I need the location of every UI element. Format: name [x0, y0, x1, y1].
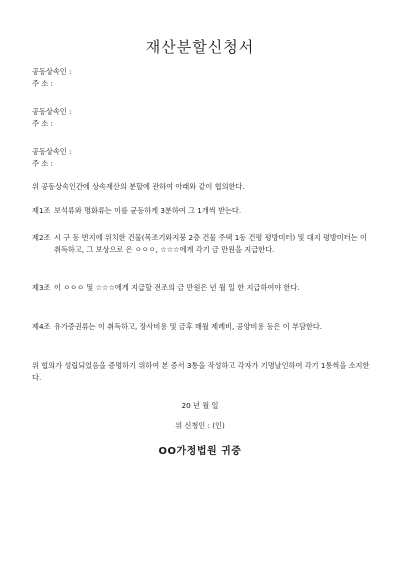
heir-block-2 [32, 106, 71, 130]
heir-block-3 [32, 146, 71, 170]
intro-paragraph: 위 공동상속인간에 상속재산의 분할에 관하여 아래와 같이 협의한다. [32, 182, 245, 191]
closing-paragraph: 위 협의가 성립되었음을 증명하기 위하여 본 증서 3통을 작성하고 각자가 기명날인하여 각기 1통씩을 소지한다. [32, 361, 370, 382]
article-number: 제4조 [32, 322, 51, 331]
article-text: 유가증권류는 이 취득하고, 장사비용 및 금후 매월 제례비, 공양비용 등은 이 부담한다. [54, 322, 323, 331]
date-line: 20 년 월 일 [181, 401, 219, 410]
article-4 [32, 321, 372, 333]
document-title: 재산분할신청서 [145, 38, 255, 56]
article-number: 제1조 [32, 206, 51, 215]
article-number: 제3조 [32, 283, 51, 292]
article-number: 제2조 [32, 233, 51, 242]
court-addressee: OO가정법원 귀중 [158, 446, 242, 457]
article-text: 보석류와 명화류는 이를 균등하게 3분하여 그 1개씩 받는다. [54, 206, 242, 215]
article-2 [32, 232, 372, 256]
article-1 [32, 205, 372, 217]
article-text: 이 ㅇㅇㅇ 및 ☆☆☆에게 지급할 전조의 금 만원은 년 월 일 한 지급하여야 한다. [54, 283, 300, 292]
address-label: 주 소 : [32, 159, 53, 168]
address-label: 주 소 : [32, 119, 53, 128]
heir-label: 공동상속인 : [32, 67, 72, 76]
heir-label: 공동상속인 : [32, 107, 72, 116]
article-3 [32, 282, 372, 294]
article-text: 시 구 동 번지에 위치한 건물(목조기와지붕 2층 건물 주택 1동 건평 평방미터) 및 대지 평방미터는 이 취득하고, 그 보상으로 은 ㅇㅇㅇ, ☆☆☆에게 각기 금 만원을 지급한다. [54, 233, 367, 254]
heir-label: 공동상속인 : [32, 147, 72, 156]
applicant-line: 위 신청인 : (인) [175, 421, 225, 430]
heir-block-1 [32, 66, 71, 90]
address-label: 주 소 : [32, 79, 53, 88]
